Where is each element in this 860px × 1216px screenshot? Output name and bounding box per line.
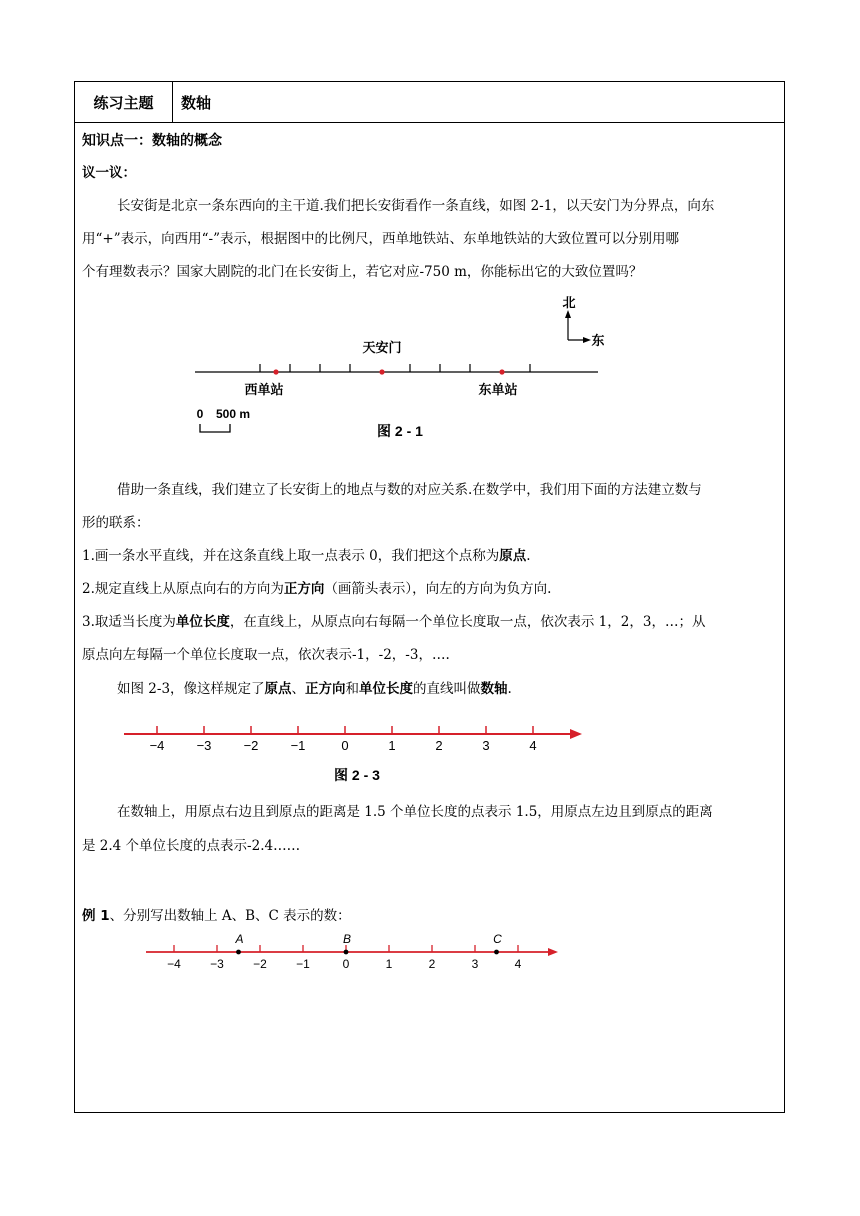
figure-2-1 [180, 290, 620, 470]
point-b-label: B [342, 932, 352, 946]
axis-tick-label: −3 [196, 738, 212, 753]
axis-tick-label: 0 [342, 957, 350, 971]
example-1-number-line [140, 930, 570, 975]
axis-tick-label: 3 [471, 957, 479, 971]
discuss-heading: 议一议： [82, 165, 136, 181]
paragraph-line: 长安街是北京一条东西向的主干道.我们把长安街看作一条直线，如图 2-1，以天安门为分界点，向东 [117, 198, 715, 214]
axis-tick-label: −1 [290, 738, 306, 753]
step-3-cont: 原点向左每隔一个单位长度取一点，依次表示-1，-2，-3，…. [82, 647, 450, 663]
compass-icon [565, 310, 591, 343]
north-label: 北 [562, 295, 576, 310]
scale-bar [200, 424, 230, 432]
point-c-marker [494, 950, 499, 955]
xidan-marker [273, 369, 278, 374]
axis-tick-label: −2 [253, 957, 267, 971]
axis-tick-label: 4 [514, 957, 522, 971]
axis-tick-label: 3 [482, 738, 490, 753]
axis-tick-label: −2 [243, 738, 259, 753]
definition-line: 如图 2-3，像这样规定了原点、正方向和单位长度的直线叫做数轴. [117, 681, 512, 697]
point-b-marker [344, 950, 349, 955]
axis-tick-label: 2 [428, 957, 436, 971]
table-header-row [75, 82, 784, 123]
point-a-label: A [235, 932, 244, 946]
scale-length: 500 m [216, 407, 251, 421]
axis-tick-label: 2 [435, 738, 443, 753]
scale-zero: 0 [196, 407, 204, 421]
paragraph-line: 借助一条直线，我们建立了长安街上的地点与数的对应关系.在数学中，我们用下面的方法建立数与 [117, 482, 702, 498]
figure-2-3-caption: 图 2 - 3 [334, 767, 380, 783]
figure-2-1-caption: 图 2 - 1 [377, 423, 423, 439]
axis-tick-label: −4 [167, 957, 181, 971]
axis-tick-label: 1 [388, 738, 396, 753]
axis-tick-label: −1 [296, 957, 310, 971]
dongdan-label: 东单站 [478, 382, 518, 397]
step-1: 1.画一条水平直线，并在这条直线上取一点表示 0，我们把这个点称为原点. [82, 548, 531, 564]
tiananmen-label: 天安门 [362, 340, 402, 355]
topic-value-cell: 数轴 [181, 93, 212, 112]
axis-tick-label: 1 [385, 957, 393, 971]
paragraph-line: 个有理数表示？国家大剧院的北门在长安街上，若它对应-750 m，你能标出它的大致位置吗？ [82, 264, 643, 280]
section-title: 知识点一：数轴的概念 [82, 133, 222, 149]
east-label: 东 [591, 333, 605, 348]
topic-label-cell: 练习主题 [75, 82, 173, 122]
axis-tick-label: 0 [341, 738, 349, 753]
example-1-prompt: 例 1、分别写出数轴上 A、B、C 表示的数： [82, 908, 351, 924]
axis-tick-label: 4 [529, 738, 537, 753]
axis-tick-label: −4 [149, 738, 165, 753]
step-3: 3.取适当长度为单位长度，在直线上，从原点向右每隔一个单位长度取一点，依次表示 1，2，3，…；从 [82, 614, 706, 630]
paragraph-line: 是 2.4 个单位长度的点表示-2.4…… [82, 838, 301, 854]
paragraph-line: 形的联系： [82, 515, 150, 531]
dongdan-marker [499, 369, 504, 374]
paragraph-line: 用“+”表示，向西用“-”表示，根据图中的比例尺，西单地铁站、东单地铁站的大致位置可以分别用哪 [82, 231, 679, 247]
tiananmen-marker [379, 369, 384, 374]
point-a-marker [236, 950, 241, 955]
axis-tick-label: −3 [210, 957, 224, 971]
point-c-label: C [493, 932, 502, 946]
paragraph-line: 在数轴上，用原点右边且到原点的距离是 1.5 个单位长度的点表示 1.5，用原点左边且到原点的距离 [117, 804, 713, 820]
step-2: 2.规定直线上从原点向右的方向为正方向（画箭头表示），向左的方向为负方向. [82, 581, 552, 597]
xidan-label: 西单站 [244, 382, 284, 397]
figure-2-3 [110, 718, 590, 788]
